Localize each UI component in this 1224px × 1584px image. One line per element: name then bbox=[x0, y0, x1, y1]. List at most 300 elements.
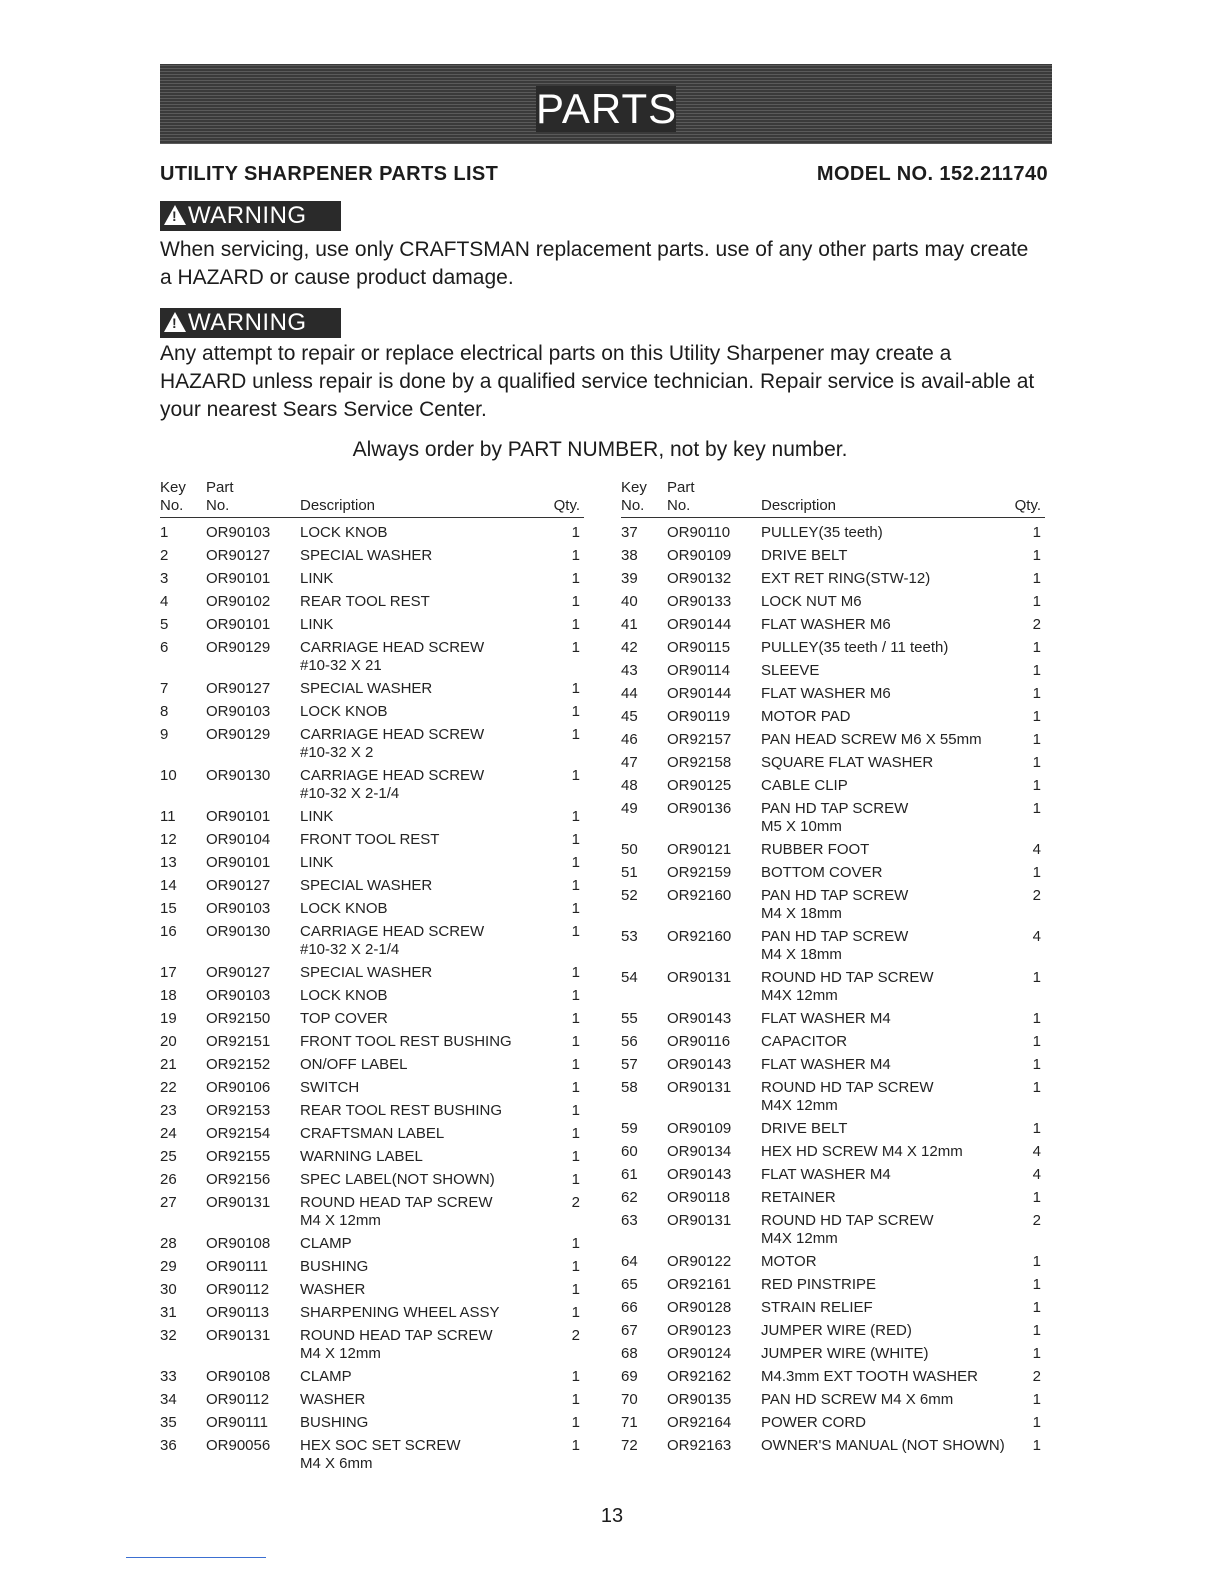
part-number: OR90136 bbox=[667, 800, 732, 817]
description bbox=[761, 841, 869, 859]
description-line: JUMPER WIRE (RED) bbox=[761, 1322, 912, 1339]
key-number: 40 bbox=[621, 593, 638, 610]
description-detail: M4 X 6mm bbox=[300, 1455, 373, 1472]
part-number: OR90130 bbox=[206, 923, 271, 940]
part-header: No. bbox=[206, 497, 230, 514]
key-number: 23 bbox=[160, 1102, 177, 1119]
description bbox=[300, 616, 333, 634]
description bbox=[300, 767, 484, 803]
key-number: 1 bbox=[160, 524, 169, 541]
description-line: RUBBER FOOT bbox=[761, 841, 870, 858]
part-number: OR90131 bbox=[667, 969, 732, 986]
description bbox=[761, 1120, 847, 1138]
quantity: 1 bbox=[571, 831, 580, 848]
quantity: 1 bbox=[571, 767, 580, 784]
key-number: 57 bbox=[621, 1056, 638, 1073]
table-row bbox=[160, 1194, 584, 1235]
quantity: 4 bbox=[1032, 1143, 1041, 1160]
part-number: OR90102 bbox=[206, 593, 271, 610]
table-row bbox=[160, 703, 584, 726]
description bbox=[761, 1033, 847, 1051]
description-detail: M4X 12mm bbox=[761, 1097, 838, 1114]
key-number: 55 bbox=[621, 1010, 638, 1027]
part-number: OR90116 bbox=[667, 1033, 731, 1050]
part-header: No. bbox=[667, 497, 691, 514]
footer-rule bbox=[126, 1557, 266, 1558]
description bbox=[761, 1079, 934, 1115]
key-number: 3 bbox=[160, 570, 169, 587]
table-row bbox=[160, 1437, 584, 1478]
part-number: OR90129 bbox=[206, 639, 271, 656]
description bbox=[300, 900, 388, 918]
description bbox=[761, 1322, 912, 1340]
key-number: 14 bbox=[160, 877, 177, 894]
key-number: 4 bbox=[160, 593, 169, 610]
table-row bbox=[160, 1056, 584, 1079]
part-number: OR90135 bbox=[667, 1391, 732, 1408]
description-line: EXT RET RING(STW-12) bbox=[761, 570, 931, 587]
key-number: 22 bbox=[160, 1079, 177, 1096]
description bbox=[300, 1148, 423, 1166]
description-detail: M5 X 10mm bbox=[761, 818, 842, 835]
description-line: JUMPER WIRE (WHITE) bbox=[761, 1345, 929, 1362]
key-number: 70 bbox=[621, 1391, 638, 1408]
part-number: OR92158 bbox=[667, 754, 732, 771]
part-number: OR90103 bbox=[206, 900, 271, 917]
description bbox=[300, 1033, 512, 1051]
description bbox=[761, 547, 847, 565]
key-number: 67 bbox=[621, 1322, 638, 1339]
quantity: 1 bbox=[571, 1171, 580, 1188]
description bbox=[761, 1276, 876, 1294]
part-number: OR90133 bbox=[667, 593, 732, 610]
description-line: PULLEY(35 teeth / 11 teeth) bbox=[761, 639, 949, 656]
part-number: OR90131 bbox=[667, 1212, 732, 1229]
key-number: 28 bbox=[160, 1235, 177, 1252]
table-row bbox=[160, 923, 584, 964]
part-number: OR90121 bbox=[667, 841, 732, 858]
table-row bbox=[621, 841, 1045, 864]
description bbox=[300, 1235, 352, 1253]
description bbox=[761, 731, 982, 749]
part-number: OR90143 bbox=[667, 1056, 732, 1073]
key-number: 9 bbox=[160, 726, 169, 743]
table-row bbox=[160, 1102, 584, 1125]
part-number: OR92151 bbox=[206, 1033, 271, 1050]
quantity: 1 bbox=[571, 987, 580, 1004]
part-number: OR90143 bbox=[667, 1010, 732, 1027]
part-number: OR90109 bbox=[667, 547, 732, 564]
quantity: 1 bbox=[571, 877, 580, 894]
part-number: OR92159 bbox=[667, 864, 732, 881]
description-line: REAR TOOL REST bbox=[300, 593, 430, 610]
description bbox=[761, 1189, 836, 1207]
key-header: Key bbox=[160, 479, 186, 496]
description-line: ROUND HEAD TAP SCREW bbox=[300, 1194, 493, 1211]
description-detail: #10-32 X 2 bbox=[300, 744, 374, 761]
key-number: 18 bbox=[160, 987, 177, 1004]
part-number: OR90111 bbox=[206, 1414, 268, 1431]
quantity: 1 bbox=[1032, 639, 1041, 656]
part-number: OR90144 bbox=[667, 616, 732, 633]
table-row bbox=[621, 1368, 1045, 1391]
part-number: OR92160 bbox=[667, 887, 732, 904]
table-row bbox=[160, 1368, 584, 1391]
description bbox=[300, 1125, 444, 1143]
table-row bbox=[160, 1391, 584, 1414]
table-row bbox=[621, 1276, 1045, 1299]
description-detail: #10-32 X 2-1/4 bbox=[300, 785, 400, 802]
description-line: CARRIAGE HEAD SCREW bbox=[300, 726, 485, 743]
part-number: OR92160 bbox=[667, 928, 732, 945]
description bbox=[761, 864, 882, 882]
table-row bbox=[160, 877, 584, 900]
key-number: 65 bbox=[621, 1276, 638, 1293]
description bbox=[300, 808, 333, 826]
description bbox=[761, 1253, 817, 1271]
quantity: 2 bbox=[1032, 1212, 1041, 1229]
quantity: 1 bbox=[571, 1079, 580, 1096]
quantity: 4 bbox=[1032, 1166, 1041, 1183]
warning-badge-1 bbox=[160, 201, 341, 231]
part-number: OR90101 bbox=[206, 616, 271, 633]
description-line: WARNING LABEL bbox=[300, 1148, 423, 1165]
description-line: PAN HD TAP SCREW bbox=[761, 928, 909, 945]
key-number: 66 bbox=[621, 1299, 638, 1316]
quantity: 1 bbox=[1032, 1391, 1041, 1408]
part-number: OR90127 bbox=[206, 964, 271, 981]
description-line: FRONT TOOL REST BUSHING bbox=[300, 1033, 512, 1050]
key-number: 52 bbox=[621, 887, 638, 904]
description-line: DRIVE BELT bbox=[761, 1120, 848, 1137]
part-number: OR90113 bbox=[206, 1304, 270, 1321]
description-line: MOTOR PAD bbox=[761, 708, 851, 725]
description-line: LOCK KNOB bbox=[300, 987, 388, 1004]
part-number: OR90144 bbox=[667, 685, 732, 702]
part-number: OR92162 bbox=[667, 1368, 732, 1385]
key-number: 46 bbox=[621, 731, 638, 748]
key-number: 24 bbox=[160, 1125, 177, 1142]
description-line: PAN HEAD SCREW M6 X 55mm bbox=[761, 731, 982, 748]
description bbox=[761, 593, 862, 611]
description-line: TOP COVER bbox=[300, 1010, 388, 1027]
table-row bbox=[621, 1299, 1045, 1322]
part-number: OR90128 bbox=[667, 1299, 732, 1316]
model-number: MODEL NO. 152.211740 bbox=[816, 163, 1048, 185]
key-number: 2 bbox=[160, 547, 169, 564]
key-number: 31 bbox=[160, 1304, 177, 1321]
table-row bbox=[160, 831, 584, 854]
description-line: FRONT TOOL REST bbox=[300, 831, 440, 848]
description bbox=[300, 1194, 493, 1230]
part-number: OR90123 bbox=[667, 1322, 732, 1339]
table-row bbox=[621, 1391, 1045, 1414]
key-number: 35 bbox=[160, 1414, 177, 1431]
quantity: 1 bbox=[1032, 708, 1041, 725]
table-row bbox=[621, 593, 1045, 616]
quantity: 2 bbox=[571, 1194, 580, 1211]
key-number: 50 bbox=[621, 841, 638, 858]
quantity: 4 bbox=[1032, 928, 1041, 945]
parts-list-heading: UTILITY SHARPENER PARTS LIST bbox=[160, 163, 499, 185]
table-row bbox=[160, 593, 584, 616]
table-row bbox=[160, 1148, 584, 1171]
table-row bbox=[621, 1212, 1045, 1253]
table-row bbox=[160, 1327, 584, 1368]
table-row bbox=[160, 808, 584, 831]
description-line: BUSHING bbox=[300, 1414, 369, 1431]
description-detail: M4 X 18mm bbox=[761, 946, 842, 963]
description bbox=[761, 1368, 978, 1386]
description bbox=[300, 1281, 365, 1299]
quantity: 1 bbox=[571, 547, 580, 564]
parts-rows bbox=[160, 524, 584, 1478]
table-row bbox=[160, 726, 584, 767]
description-line: PAN HD SCREW M4 X 6mm bbox=[761, 1391, 954, 1408]
key-number: 19 bbox=[160, 1010, 177, 1027]
part-number: OR90101 bbox=[206, 808, 271, 825]
key-number: 53 bbox=[621, 928, 638, 945]
key-number: 33 bbox=[160, 1368, 177, 1385]
key-number: 59 bbox=[621, 1120, 638, 1137]
description-line: ROUND HD TAP SCREW bbox=[761, 969, 934, 986]
quantity: 1 bbox=[1032, 1276, 1041, 1293]
part-number: OR92161 bbox=[667, 1276, 732, 1293]
table-header bbox=[160, 477, 584, 518]
description-line: SQUARE FLAT WASHER bbox=[761, 754, 934, 771]
key-number: 21 bbox=[160, 1056, 177, 1073]
key-number: 56 bbox=[621, 1033, 638, 1050]
description bbox=[300, 703, 388, 721]
description-line: SPEC LABEL(NOT SHOWN) bbox=[300, 1171, 495, 1188]
table-row bbox=[621, 524, 1045, 547]
part-number: OR90112 bbox=[206, 1281, 270, 1298]
key-number: 64 bbox=[621, 1253, 638, 1270]
description bbox=[300, 1056, 408, 1074]
part-number: OR92157 bbox=[667, 731, 732, 748]
description-line: SPECIAL WASHER bbox=[300, 877, 433, 894]
key-number: 16 bbox=[160, 923, 177, 940]
part-number: OR90101 bbox=[206, 570, 271, 587]
table-row bbox=[621, 887, 1045, 928]
description bbox=[761, 777, 848, 795]
key-number: 27 bbox=[160, 1194, 177, 1211]
key-number: 12 bbox=[160, 831, 177, 848]
key-number: 61 bbox=[621, 1166, 638, 1183]
quantity: 1 bbox=[571, 680, 580, 697]
quantity: 1 bbox=[571, 703, 580, 720]
quantity: 1 bbox=[571, 1391, 580, 1408]
part-number: OR92155 bbox=[206, 1148, 271, 1165]
key-number: 71 bbox=[621, 1414, 638, 1431]
quantity: 1 bbox=[1032, 570, 1041, 587]
quantity: 1 bbox=[1032, 1345, 1041, 1362]
part-number: OR90112 bbox=[206, 1391, 270, 1408]
description bbox=[761, 1212, 934, 1248]
key-number: 32 bbox=[160, 1327, 177, 1344]
key-number: 69 bbox=[621, 1368, 638, 1385]
quantity: 4 bbox=[1032, 841, 1041, 858]
quantity: 1 bbox=[571, 570, 580, 587]
table-row bbox=[160, 1281, 584, 1304]
description-line: PAN HD TAP SCREW bbox=[761, 887, 909, 904]
table-row bbox=[621, 1056, 1045, 1079]
description bbox=[300, 987, 388, 1005]
description bbox=[761, 969, 934, 1005]
table-row bbox=[160, 1079, 584, 1102]
table-row bbox=[621, 708, 1045, 731]
table-row bbox=[160, 524, 584, 547]
key-number: 15 bbox=[160, 900, 177, 917]
quantity: 1 bbox=[571, 854, 580, 871]
description-line: STRAIN RELIEF bbox=[761, 1299, 873, 1316]
table-row bbox=[621, 1033, 1045, 1056]
key-number: 63 bbox=[621, 1212, 638, 1229]
quantity: 1 bbox=[1032, 1056, 1041, 1073]
key-number: 38 bbox=[621, 547, 638, 564]
quantity: 1 bbox=[1032, 593, 1041, 610]
description bbox=[300, 1327, 493, 1363]
description-line: HEX HD SCREW M4 X 12mm bbox=[761, 1143, 963, 1160]
key-number: 10 bbox=[160, 767, 177, 784]
table-row bbox=[160, 1033, 584, 1056]
quantity: 1 bbox=[1032, 969, 1041, 986]
description bbox=[761, 928, 908, 964]
description-line: LOCK KNOB bbox=[300, 900, 388, 917]
table-row bbox=[621, 1010, 1045, 1033]
description-line: DRIVE BELT bbox=[761, 547, 848, 564]
description bbox=[300, 639, 484, 675]
description-line: SPECIAL WASHER bbox=[300, 547, 433, 564]
table-row bbox=[621, 777, 1045, 800]
description-detail: #10-32 X 21 bbox=[300, 657, 382, 674]
table-row bbox=[160, 987, 584, 1010]
page-number: 13 bbox=[600, 1505, 624, 1527]
quantity: 1 bbox=[571, 1304, 580, 1321]
part-number: OR90103 bbox=[206, 987, 271, 1004]
key-number: 17 bbox=[160, 964, 177, 981]
quantity: 1 bbox=[571, 1281, 580, 1298]
key-number: 72 bbox=[621, 1437, 638, 1454]
description bbox=[761, 1414, 866, 1432]
key-number: 44 bbox=[621, 685, 638, 702]
quantity: 1 bbox=[1032, 754, 1041, 771]
key-number: 20 bbox=[160, 1033, 177, 1050]
quantity: 1 bbox=[1032, 731, 1041, 748]
part-number: OR90056 bbox=[206, 1437, 271, 1454]
table-row bbox=[621, 1345, 1045, 1368]
description-line: CARRIAGE HEAD SCREW bbox=[300, 767, 485, 784]
key-number: 37 bbox=[621, 524, 638, 541]
quantity: 1 bbox=[571, 1258, 580, 1275]
part-number: OR90109 bbox=[667, 1120, 732, 1137]
part-number: OR90127 bbox=[206, 680, 271, 697]
key-number: 62 bbox=[621, 1189, 638, 1206]
quantity: 1 bbox=[1032, 1414, 1041, 1431]
description bbox=[300, 726, 484, 762]
key-header: Key bbox=[621, 479, 647, 496]
part-number: OR90104 bbox=[206, 831, 271, 848]
quantity: 1 bbox=[571, 639, 580, 656]
description-line: SWITCH bbox=[300, 1079, 360, 1096]
key-number: 45 bbox=[621, 708, 638, 725]
part-header: Part bbox=[206, 479, 234, 496]
description-line: FLAT WASHER M4 bbox=[761, 1166, 891, 1183]
quantity: 2 bbox=[1032, 616, 1041, 633]
description bbox=[761, 639, 948, 657]
quantity: 2 bbox=[571, 1327, 580, 1344]
key-number: 60 bbox=[621, 1143, 638, 1160]
description-line: SHARPENING WHEEL ASSY bbox=[300, 1304, 500, 1321]
quantity: 2 bbox=[1032, 1368, 1041, 1385]
warning-label: WARNING bbox=[188, 309, 307, 336]
key-number: 29 bbox=[160, 1258, 177, 1275]
key-number: 49 bbox=[621, 800, 638, 817]
description-line: LOCK NUT M6 bbox=[761, 593, 862, 610]
parts-rows bbox=[621, 524, 1045, 1460]
description bbox=[300, 680, 432, 698]
description-line: FLAT WASHER M6 bbox=[761, 616, 891, 633]
key-number: 68 bbox=[621, 1345, 638, 1362]
table-row bbox=[160, 854, 584, 877]
table-row bbox=[160, 1258, 584, 1281]
part-number: OR90131 bbox=[206, 1327, 271, 1344]
table-row bbox=[160, 1010, 584, 1033]
part-number: OR90110 bbox=[667, 524, 731, 541]
table-row bbox=[621, 685, 1045, 708]
key-number: 39 bbox=[621, 570, 638, 587]
quantity: 1 bbox=[1032, 800, 1041, 817]
table-row bbox=[621, 969, 1045, 1010]
table-row bbox=[160, 616, 584, 639]
key-header: No. bbox=[621, 497, 645, 514]
part-header: Part bbox=[667, 479, 695, 496]
part-number: OR90103 bbox=[206, 703, 271, 720]
banner-title: PARTS bbox=[536, 85, 678, 132]
description-detail: M4 X 12mm bbox=[300, 1212, 381, 1229]
table-row bbox=[621, 639, 1045, 662]
description-line: CLAMP bbox=[300, 1368, 352, 1385]
description-line: LINK bbox=[300, 808, 334, 825]
key-number: 6 bbox=[160, 639, 169, 656]
part-number: OR90131 bbox=[667, 1079, 732, 1096]
table-row bbox=[621, 754, 1045, 777]
warning-triangle-icon bbox=[164, 312, 186, 332]
quantity: 1 bbox=[1032, 1010, 1041, 1027]
description bbox=[300, 1304, 500, 1322]
description-line: SPECIAL WASHER bbox=[300, 680, 433, 697]
table-row bbox=[621, 1189, 1045, 1212]
parts-table-right bbox=[621, 477, 1045, 1460]
table-row bbox=[621, 731, 1045, 754]
description bbox=[300, 1079, 359, 1097]
description bbox=[761, 1166, 891, 1184]
key-number: 54 bbox=[621, 969, 638, 986]
quantity: 1 bbox=[571, 1437, 580, 1454]
part-number: OR90125 bbox=[667, 777, 732, 794]
description-line: PAN HD TAP SCREW bbox=[761, 800, 909, 817]
quantity: 1 bbox=[571, 726, 580, 743]
key-number: 7 bbox=[160, 680, 169, 697]
part-number: OR90127 bbox=[206, 547, 271, 564]
quantity: 1 bbox=[1032, 524, 1041, 541]
part-number: OR92156 bbox=[206, 1171, 271, 1188]
quantity: 1 bbox=[571, 1033, 580, 1050]
description-line: HEX SOC SET SCREW bbox=[300, 1437, 461, 1454]
quantity: 1 bbox=[571, 923, 580, 940]
part-number: OR90119 bbox=[667, 708, 731, 725]
description bbox=[761, 1345, 928, 1363]
